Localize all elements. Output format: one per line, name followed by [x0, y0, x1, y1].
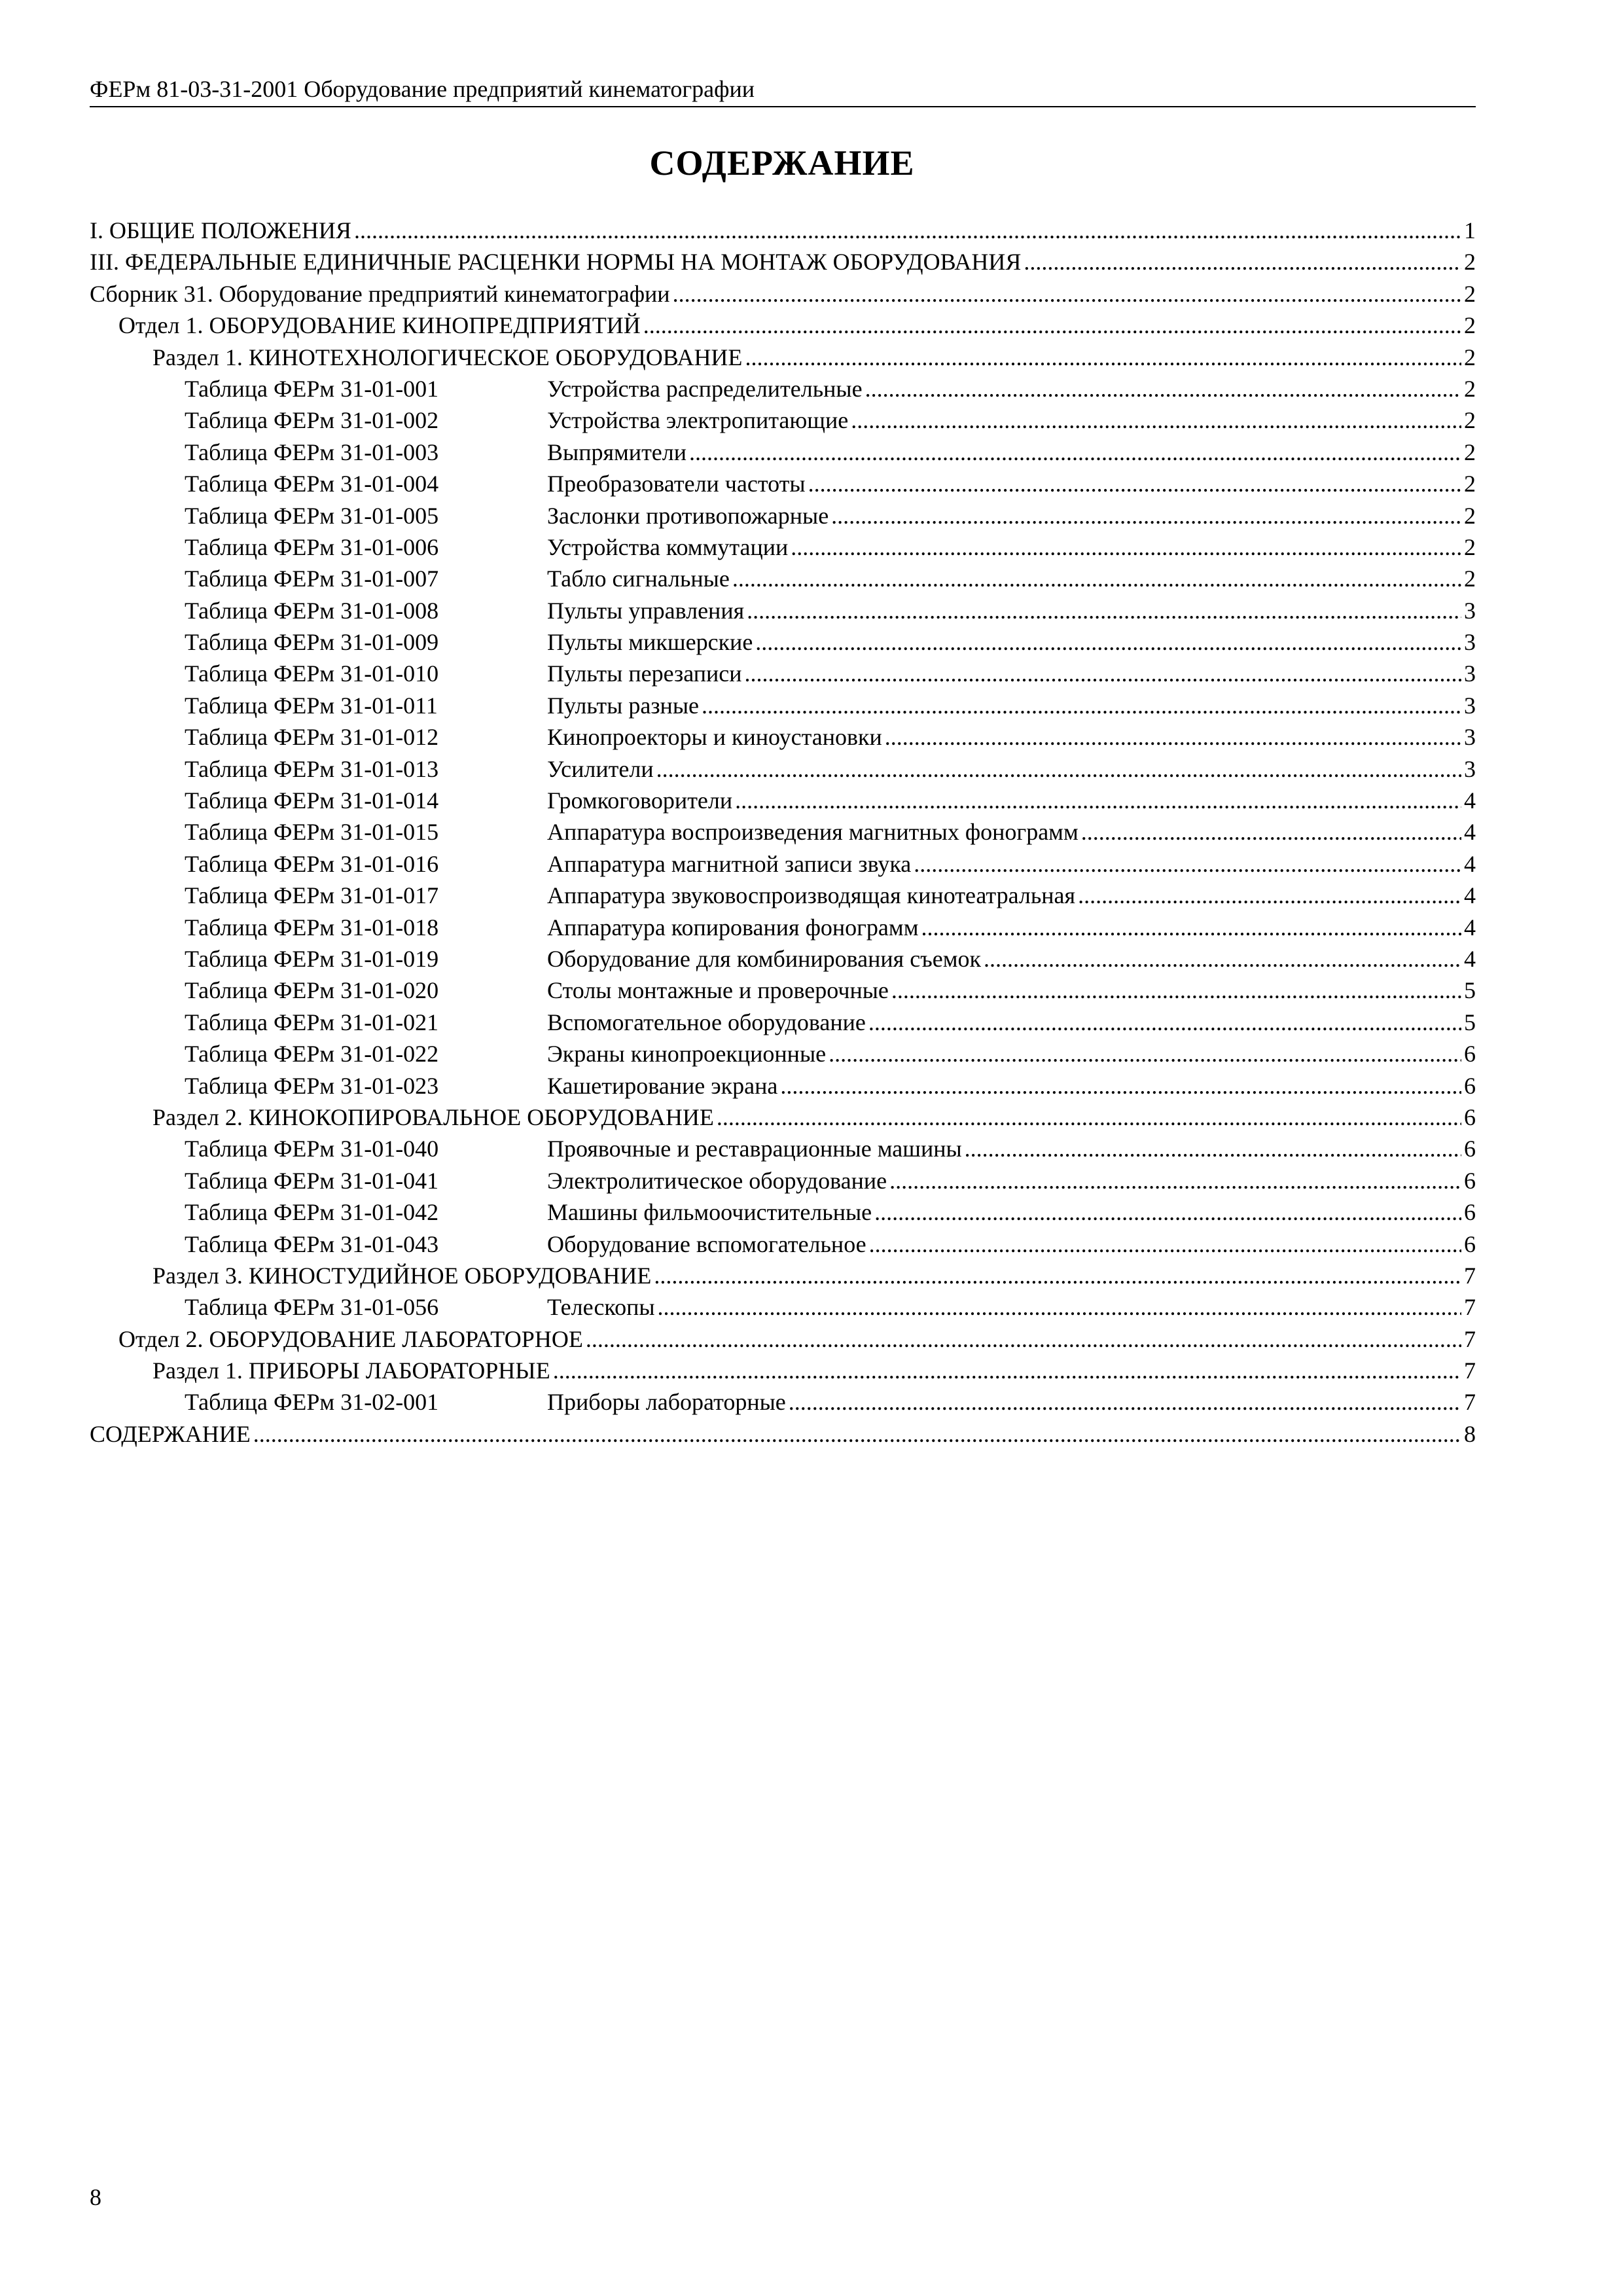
- dot-leader: [874, 1196, 1461, 1228]
- dot-leader: [586, 1323, 1461, 1355]
- toc-page-number: 6: [1464, 1167, 1476, 1194]
- toc-table-code: Таблица ФЕРм 31-01-018: [185, 914, 439, 941]
- toc-table-code: Таблица ФЕРм 31-01-021: [185, 1009, 439, 1035]
- dot-leader: [865, 373, 1461, 404]
- toc-page-number: 6: [1464, 1103, 1476, 1130]
- toc-entry[interactable]: [90, 658, 1476, 689]
- toc-entry-title: Пульты микшерские: [547, 629, 753, 656]
- toc-page-number: 4: [1464, 914, 1476, 941]
- dot-leader: [354, 215, 1461, 246]
- toc-page-number: 3: [1464, 629, 1476, 656]
- toc-entry[interactable]: [90, 1386, 1476, 1418]
- toc-entry[interactable]: [90, 816, 1476, 848]
- toc-page-number: 7: [1464, 1389, 1476, 1416]
- toc-entry[interactable]: [90, 1102, 1476, 1133]
- toc-page-number: 2: [1464, 312, 1476, 339]
- toc-page-number: 3: [1464, 724, 1476, 751]
- toc-page-number: 8: [1464, 1420, 1476, 1447]
- toc-entry[interactable]: [90, 753, 1476, 785]
- toc-entry[interactable]: [90, 848, 1476, 880]
- toc-entry[interactable]: [90, 373, 1476, 404]
- toc-page-number: 2: [1464, 502, 1476, 529]
- toc-table-code: Таблица ФЕРм 31-01-017: [185, 882, 439, 909]
- toc-entry-title: Раздел 3. КИНОСТУДИЙНОЕ ОБОРУДОВАНИЕ: [152, 1262, 652, 1289]
- toc-table-code: Таблица ФЕРм 31-01-019: [185, 945, 439, 972]
- toc-page-number: 4: [1464, 819, 1476, 846]
- toc-table-code: Таблица ФЕРм 31-01-002: [185, 407, 439, 434]
- toc-entry[interactable]: [90, 468, 1476, 499]
- dot-leader: [656, 753, 1461, 785]
- toc-page-number: 2: [1464, 471, 1476, 497]
- toc-entry-title: III. ФЕДЕРАЛЬНЫЕ ЕДИНИЧНЫЕ РАСЦЕНКИ НОРМЫ НА МОНТАЖ ОБОРУДОВАНИЯ: [90, 249, 1022, 276]
- toc-table-code: Таблица ФЕРм 31-01-020: [185, 977, 439, 1004]
- toc-entry-title: Устройства электропитающие: [547, 407, 849, 434]
- dot-leader: [735, 785, 1461, 816]
- toc-entry-title: Раздел 1. ПРИБОРЫ ЛАБОРАТОРНЫЕ: [152, 1357, 550, 1384]
- toc-table-code: Таблица ФЕРм 31-01-007: [185, 565, 439, 592]
- dot-leader: [689, 437, 1461, 468]
- dot-leader: [253, 1418, 1461, 1450]
- toc-entry[interactable]: [90, 1229, 1476, 1260]
- toc-entry-title: Раздел 2. КИНОКОПИРОВАЛЬНОЕ ОБОРУДОВАНИЕ: [152, 1103, 714, 1130]
- toc-page-number: 4: [1464, 882, 1476, 909]
- page-title: СОДЕРЖАНИЕ: [649, 143, 915, 183]
- toc-entry-title: Выпрямители: [547, 439, 687, 465]
- dot-leader: [789, 1386, 1461, 1418]
- toc-entry-title: Приборы лабораторные: [547, 1389, 786, 1416]
- toc-table-code: Таблица ФЕРм 31-01-040: [185, 1136, 439, 1162]
- toc-entry-title: Пульты разные: [547, 692, 699, 719]
- toc-entry-title: Аппаратура магнитной записи звука: [547, 850, 912, 877]
- toc-page-number: 6: [1464, 1199, 1476, 1226]
- toc-entry[interactable]: [90, 1165, 1476, 1196]
- toc-entry-title: Экраны кинопроекционные: [547, 1041, 827, 1067]
- dot-leader: [673, 278, 1461, 310]
- toc-table-code: Таблица ФЕРм 31-01-004: [185, 471, 439, 497]
- toc-entry[interactable]: [90, 1291, 1476, 1323]
- toc-entry-title: Аппаратура копирования фонограмм: [547, 914, 919, 941]
- toc-page-number: 3: [1464, 597, 1476, 624]
- toc-entry[interactable]: [90, 215, 1476, 246]
- dot-leader: [831, 500, 1461, 531]
- toc-entry[interactable]: [90, 404, 1476, 436]
- toc-entry-title: Преобразователи частоты: [547, 471, 806, 497]
- dot-leader: [717, 1102, 1461, 1133]
- dot-leader: [747, 595, 1461, 626]
- toc-entry[interactable]: [90, 1418, 1476, 1450]
- toc-page-number: 6: [1464, 1230, 1476, 1257]
- toc-page-number: 1: [1464, 217, 1476, 243]
- dot-leader: [914, 848, 1461, 880]
- toc-page-number: 6: [1464, 1072, 1476, 1099]
- toc-table-code: Таблица ФЕРм 31-01-012: [185, 724, 439, 751]
- toc-entry-title: Кинопроекторы и киноустановки: [547, 724, 882, 751]
- toc-page-number: 4: [1464, 787, 1476, 814]
- toc-entry-title: Усилители: [547, 755, 654, 782]
- running-header: [90, 73, 1476, 107]
- toc-entry-title: Вспомогательное оборудование: [547, 1009, 866, 1035]
- dot-leader: [829, 1038, 1461, 1069]
- dot-leader: [889, 1165, 1461, 1196]
- toc-entry[interactable]: [90, 531, 1476, 563]
- toc-entry-title: Устройства распределительные: [547, 375, 863, 402]
- toc-entry[interactable]: [90, 1355, 1476, 1386]
- toc-entry[interactable]: [90, 912, 1476, 943]
- toc-entry[interactable]: [90, 342, 1476, 373]
- running-header-text: ФЕРм 81-03-31-2001 Оборудование предприятий кинематографии: [90, 76, 755, 102]
- dot-leader: [732, 563, 1461, 594]
- toc-entry-title: Сборник 31. Оборудование предприятий кинематографии: [90, 280, 670, 307]
- toc-entry-title: Машины фильмоочистительные: [547, 1199, 872, 1226]
- toc-table-code: Таблица ФЕРм 31-01-016: [185, 850, 439, 877]
- table-of-contents: [90, 215, 1476, 1450]
- toc-entry-title: I. ОБЩИЕ ПОЛОЖЕНИЯ: [90, 217, 351, 243]
- toc-table-code: Таблица ФЕРм 31-01-010: [185, 660, 439, 687]
- toc-table-code: Таблица ФЕРм 31-01-056: [185, 1294, 439, 1321]
- toc-page-number: 2: [1464, 565, 1476, 592]
- toc-page-number: 4: [1464, 850, 1476, 877]
- dot-leader: [965, 1133, 1461, 1164]
- toc-entry-title: Оборудование вспомогательное: [547, 1230, 866, 1257]
- toc-page-number: 5: [1464, 1009, 1476, 1035]
- toc-entry[interactable]: [90, 595, 1476, 626]
- toc-page-number: 7: [1464, 1294, 1476, 1321]
- toc-table-code: Таблица ФЕРм 31-01-022: [185, 1041, 439, 1067]
- toc-entry[interactable]: [90, 278, 1476, 310]
- toc-table-code: Таблица ФЕРм 31-01-003: [185, 439, 439, 465]
- toc-entry[interactable]: [90, 975, 1476, 1006]
- toc-entry[interactable]: [90, 437, 1476, 468]
- toc-entry[interactable]: [90, 690, 1476, 721]
- toc-entry[interactable]: [90, 310, 1476, 341]
- toc-entry-title: Пульты управления: [547, 597, 745, 624]
- toc-table-code: Таблица ФЕРм 31-01-008: [185, 597, 439, 624]
- toc-entry[interactable]: [90, 1260, 1476, 1291]
- toc-table-code: Таблица ФЕРм 31-01-041: [185, 1167, 439, 1194]
- toc-entry[interactable]: [90, 1038, 1476, 1069]
- dot-leader: [791, 531, 1461, 563]
- toc-page-number: 2: [1464, 344, 1476, 370]
- toc-table-code: Таблица ФЕРм 31-01-006: [185, 533, 439, 560]
- dot-leader: [702, 690, 1461, 721]
- toc-entry[interactable]: [90, 563, 1476, 594]
- toc-page-number: 4: [1464, 945, 1476, 972]
- dot-leader: [921, 912, 1461, 943]
- dot-leader: [1078, 880, 1461, 911]
- toc-page-number: 2: [1464, 533, 1476, 560]
- page-number: 8: [90, 2184, 101, 2210]
- toc-entry[interactable]: [90, 1133, 1476, 1164]
- toc-entry-title: Аппаратура воспроизведения магнитных фонограмм: [547, 819, 1079, 846]
- toc-entry[interactable]: [90, 246, 1476, 278]
- toc-entry-title: Устройства коммутации: [547, 533, 789, 560]
- toc-entry-title: Табло сигнальные: [547, 565, 730, 592]
- toc-entry-title: СОДЕРЖАНИЕ: [90, 1420, 251, 1447]
- toc-table-code: Таблица ФЕРм 31-02-001: [185, 1389, 439, 1416]
- toc-table-code: Таблица ФЕРм 31-01-013: [185, 755, 439, 782]
- toc-entry[interactable]: [90, 943, 1476, 975]
- toc-entry-title: Столы монтажные и проверочные: [547, 977, 889, 1004]
- toc-table-code: Таблица ФЕРм 31-01-015: [185, 819, 439, 846]
- toc-entry-title: Отдел 1. ОБОРУДОВАНИЕ КИНОПРЕДПРИЯТИЙ: [118, 312, 641, 339]
- dot-leader: [755, 626, 1461, 658]
- toc-entry-title: Оборудование для комбинирования съемок: [547, 945, 982, 972]
- toc-entry-title: Проявочные и реставрационные машины: [547, 1136, 962, 1162]
- dot-leader: [808, 468, 1461, 499]
- toc-page-number: 2: [1464, 280, 1476, 307]
- toc-entry[interactable]: [90, 626, 1476, 658]
- toc-page-number: 7: [1464, 1325, 1476, 1352]
- toc-entry[interactable]: [90, 1070, 1476, 1102]
- toc-entry[interactable]: [90, 721, 1476, 753]
- dot-leader: [658, 1291, 1461, 1323]
- toc-entry-title: Электролитическое оборудование: [547, 1167, 887, 1194]
- toc-entry[interactable]: [90, 1196, 1476, 1228]
- toc-table-code: Таблица ФЕРм 31-01-001: [185, 375, 439, 402]
- dot-leader: [851, 404, 1461, 436]
- toc-entry[interactable]: [90, 1323, 1476, 1355]
- toc-entry[interactable]: [90, 500, 1476, 531]
- toc-table-code: Таблица ФЕРм 31-01-043: [185, 1230, 439, 1257]
- toc-entry-title: Телескопы: [547, 1294, 655, 1321]
- dot-leader: [643, 310, 1461, 341]
- toc-page-number: 2: [1464, 439, 1476, 465]
- toc-entry-title: Пульты перезаписи: [547, 660, 742, 687]
- dot-leader: [1081, 816, 1461, 848]
- dot-leader: [553, 1355, 1461, 1386]
- dot-leader: [885, 721, 1461, 753]
- toc-page-number: 2: [1464, 375, 1476, 402]
- toc-page-number: 6: [1464, 1041, 1476, 1067]
- toc-entry[interactable]: [90, 785, 1476, 816]
- dot-leader: [891, 975, 1461, 1006]
- dot-leader: [869, 1229, 1461, 1260]
- toc-table-code: Таблица ФЕРм 31-01-023: [185, 1072, 439, 1099]
- toc-page-number: 2: [1464, 407, 1476, 434]
- dot-leader: [984, 943, 1461, 975]
- toc-page-number: 7: [1464, 1262, 1476, 1289]
- toc-entry-title: Раздел 1. КИНОТЕХНОЛОГИЧЕСКОЕ ОБОРУДОВАНИЕ: [152, 344, 743, 370]
- toc-table-code: Таблица ФЕРм 31-01-014: [185, 787, 439, 814]
- toc-table-code: Таблица ФЕРм 31-01-009: [185, 629, 439, 656]
- toc-page-number: 3: [1464, 755, 1476, 782]
- toc-page-number: 2: [1464, 249, 1476, 276]
- dot-leader: [745, 658, 1461, 689]
- toc-page-number: 3: [1464, 692, 1476, 719]
- toc-page-number: 3: [1464, 660, 1476, 687]
- dot-leader: [780, 1070, 1461, 1102]
- toc-entry-title: Кашетирование экрана: [547, 1072, 778, 1099]
- dot-leader: [745, 342, 1461, 373]
- toc-entry[interactable]: [90, 880, 1476, 911]
- toc-entry-title: Заслонки противопожарные: [547, 502, 829, 529]
- toc-table-code: Таблица ФЕРм 31-01-005: [185, 502, 439, 529]
- toc-entry-title: Аппаратура звуковоспроизводящая кинотеатральная: [547, 882, 1076, 909]
- dot-leader: [654, 1260, 1461, 1291]
- toc-table-code: Таблица ФЕРм 31-01-042: [185, 1199, 439, 1226]
- toc-table-code: Таблица ФЕРм 31-01-011: [185, 692, 438, 719]
- toc-entry-title: Громкоговорители: [547, 787, 733, 814]
- toc-entry[interactable]: [90, 1007, 1476, 1038]
- dot-leader: [868, 1007, 1461, 1038]
- dot-leader: [1024, 246, 1461, 278]
- toc-page-number: 6: [1464, 1136, 1476, 1162]
- toc-page-number: 7: [1464, 1357, 1476, 1384]
- toc-entry-title: Отдел 2. ОБОРУДОВАНИЕ ЛАБОРАТОРНОЕ: [118, 1325, 583, 1352]
- toc-page-number: 5: [1464, 977, 1476, 1004]
